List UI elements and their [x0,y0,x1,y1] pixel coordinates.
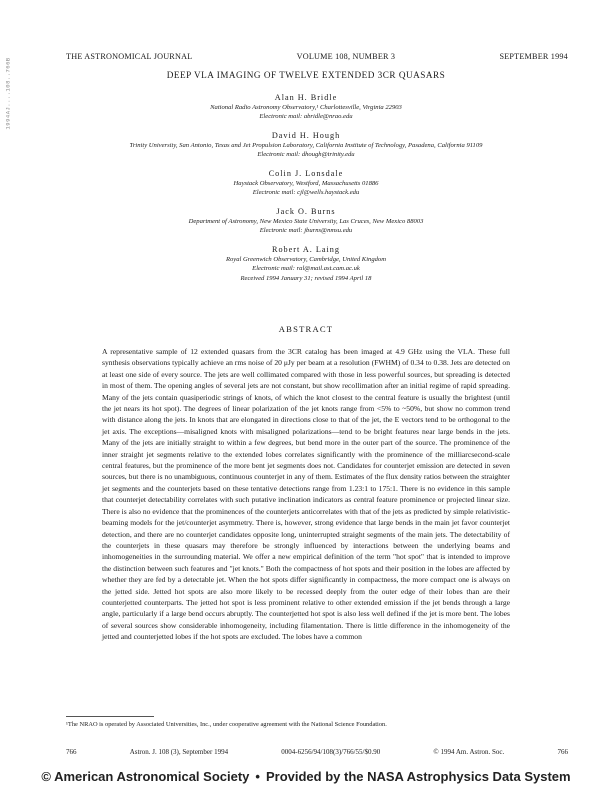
author-name: Robert A. Laing [272,245,340,254]
bibcode-stamp: 1994AJ....108..766B [4,57,12,130]
copyright-notice: © 1994 Am. Astron. Soc. [433,748,505,756]
author-entry [96,206,516,235]
running-header [66,52,568,61]
page-number-right: 766 [557,748,568,756]
footnote-rule [66,716,154,717]
author-entry [96,130,516,159]
author-name: Jack O. Burns [276,207,336,216]
page-footer [66,748,568,756]
author-entry [96,168,516,197]
author-name: David H. Hough [271,131,341,140]
author-email: Electronic mail: cjl@wells.haystack.edu [252,189,360,196]
author-entry [96,92,516,121]
abstract-text: A representative sample of 12 extended quasars from the 3CR catalog has been imaged at 4.9 GHz using the VLA. These full synthesis observations typically achieve an rms noise of 20 μJy per beam at a resolution (FWHM) of 0.34 to 0.38. Jets are detected on at least one side of every source. The jets are well collimated compared with those in less powerful sources, but spreading is detected in most of them. The opening angles of several jets are not constant, but show recollimation after an initial regime of rapid spreading. Many of the jets contain quasiperiodic strings of knots, of which the knot closest to the central feature is usually the brightest (until the jet nears its hot spot). The degrees of linear polarization of the jet knots range from <5% to ~50%, but show no common trend with distance along the jets. In knots that are elongated in directions close to that of the jet, the E vectors tend to be orthogonal to the jet axis. The exceptions—misaligned knots with misaligned polarizations—tend to be bright features near large bends in the jets. Many of the jets are initially straight to within a few degrees, but bend more in the outer part of the source. The prominence of the inner straight jet segments relative to the extended lobes correlates significantly with the prominence of the milliarcsecond-scale central features, but the prominence of the more bent jet segments does not. Candidates for counterjet emission are detected in seven sources, but there is no unambiguous, continuous counterjet in any of them. Estimates of the flux density ratios between the straighter jet segments and the counterjets based on these tentative detections range from 1.23:1 to 175:1. There is no evidence in this sample that counterjet detectability correlates with such putative inclination indicators as central feature prominence or projected linear size. There is also no evidence that the prominences of the counterjets anticorrelates with that of the jets as predicted by simple relativistic-beaming models for the jet/counterjet asymmetry. There is, however, strong evidence that large bends in the main jet favor counterjet detection, and there are no counterjet candidates opposite long, uninterrupted straight segments of the main jets. The detectability of the counterjets in these quasars may therefore be strongly influenced by interactions between the underlying beams and inhomogeneities in the surrounding material. We offer a new empirical definition of the term "hot spot" that is intended to improve the distinction between such features and "jet knots." Both the compactness of hot spots and their position in the lobes are affected by whether they are fed by a detectable jet. When the hot spots differ significantly in compactness, the more compact one is always on the jetted side. Jetted hot spots are also more likely to be recessed deeply from the outer edge of their lobes than are their counterjetted counterparts. The jetted hot spot is less prominent relative to other extended emission if the jet bends through a large angle, particularly if a large bend occurs abruptly. The counterjetted hot spot is also less well defined if the jet is more bent. The lobes of several sources show considerable inhomogeneity, including filamentation. There is little difference in the inhomogeneity of the jetted and counterjetted lobes if the hot spots are excluded. The lobes have a common [102,347,510,642]
side-stamp [4,28,12,138]
issue-date: SEPTEMBER 1994 [499,52,568,61]
paper-title: DEEP VLA IMAGING OF TWELVE EXTENDED 3CR QUASARS [166,70,446,80]
author-name: Alan H. Bridle [274,93,338,102]
article-code: 0004-6256/94/108(3)/766/55/$0.90 [281,748,381,756]
journal-name: THE ASTRONOMICAL JOURNAL [66,52,193,61]
author-affiliation: Trinity University, San Antonio, Texas and Jet Propulsion Laboratory, California Institute of Technology, Pasadena, California 91109 [129,142,483,149]
received-dates: Received 1994 January 31; revised 1994 April 18 [240,275,372,282]
author-email: Electronic mail: jburns@nmsu.edu [259,227,353,234]
author-affiliation: National Radio Astronomy Observatory,¹ Charlottesville, Virginia 22903 [210,104,402,111]
ads-banner [0,769,612,784]
author-affiliation: Haystack Observatory, Westford, Massachusetts 01886 [233,180,379,187]
abstract-heading: ABSTRACT [278,324,334,334]
author-email: Electronic mail: abridle@nrao.edu [259,113,353,120]
banner-left: © American Astronomical Society [41,769,250,784]
banner-right: Provided by the NASA Astrophysics Data System [265,769,571,784]
author-email: Electronic mail: ral@mail.ast.cam.ac.uk [252,265,360,272]
page-number-left: 766 [66,748,77,756]
author-email: Electronic mail: dhough@trinity.edu [257,151,355,158]
journal-citation: Astron. J. 108 (3), September 1994 [129,748,229,756]
footnote: ¹The NRAO is operated by Associated Universities, Inc., under cooperative agreement with the National Science Foundation. [66,721,387,728]
author-affiliation: Department of Astronomy, New Mexico State University, Las Cruces, New Mexico 88003 [188,218,424,225]
volume-number: VOLUME 108, NUMBER 3 [296,52,396,61]
author-block [96,92,516,283]
author-entry [96,244,516,273]
author-affiliation: Royal Greenwich Observatory, Cambridge, United Kingdom [225,256,386,263]
author-name: Colin J. Lonsdale [268,169,344,178]
banner-separator: • [255,769,260,784]
